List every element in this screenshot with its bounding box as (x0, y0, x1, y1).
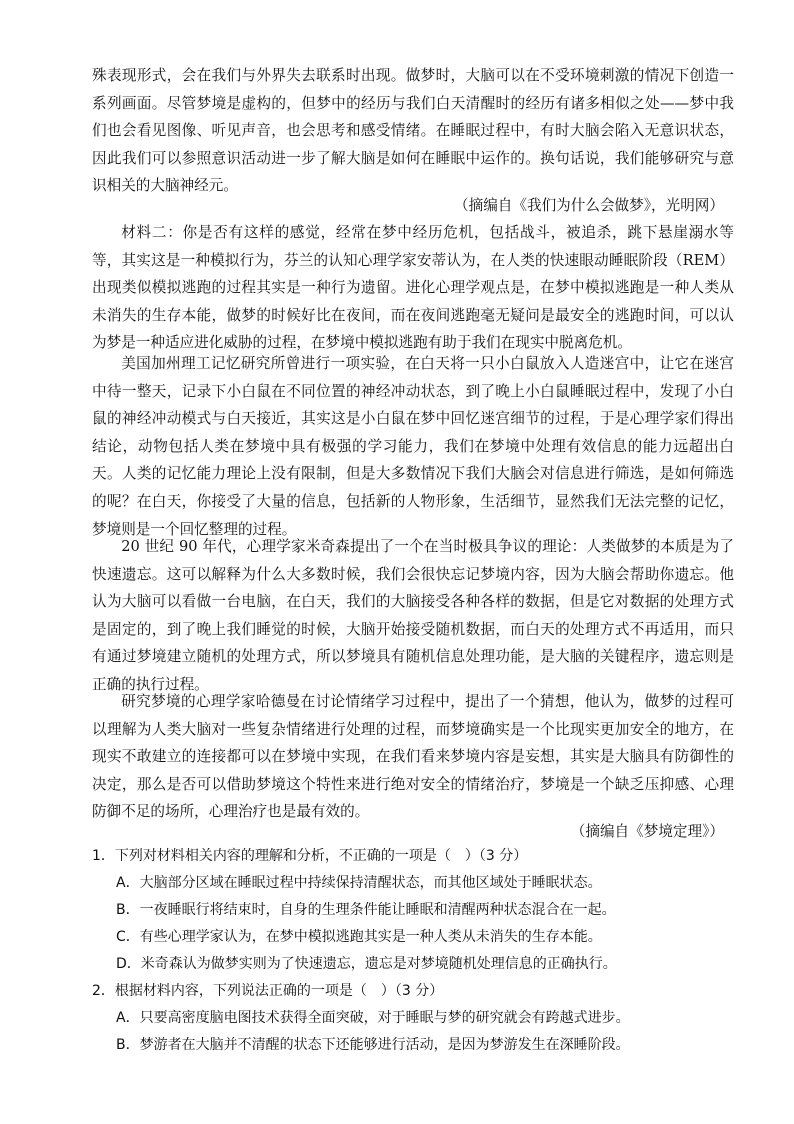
question-1-option-b[interactable]: B．一夜睡眠行将结束时，自身的生理条件能让睡眠和清醒两种状态混合在一起。 (116, 902, 616, 918)
question-1-option-d[interactable]: D．米奇森认为做梦实则为了快速遗忘，遗忘是对梦境随机处理信息的正确执行。 (116, 956, 617, 972)
question-2-option-a[interactable]: A．只要高密度脑电图技术获得全面突破，对于睡眠与梦的研究就会有跨越式进步。 (116, 1010, 630, 1026)
material-two-paragraph: 材料二：你是否有这样的感觉，经常在梦中经历危机，包括战斗，被追杀，跳下悬崖溺水等等，其实这是一种模拟行为，芬兰的认知心理学家安蒂认为，在人类的快速眼动睡眠阶段（REM）出现类似模拟逃跑的过程其实是一种行为遗留。进化心理学观点是，在梦中模拟逃跑是一种人类从未消失的生存本能，做梦的时候好比在夜间，而在夜间逃跑毫无疑问是最安全的逃跑时间，可以认为梦是一种适应进化威胁的过程，在梦境中模拟逃跑有助于我们在现实中脱离危机。 (92, 224, 734, 352)
question-2-stem: 2．根据材料内容，下列说法正确的一项是（ ）（3 分） (92, 983, 444, 999)
question-1-option-c[interactable]: C．有些心理学家认为，在梦中模拟逃跑其实是一种人类从未消失的生存本能。 (116, 929, 602, 945)
question-2-option-b[interactable]: B．梦游者在大脑并不清醒的状态下还能够进行活动，是因为梦游发生在深睡阶段。 (116, 1037, 630, 1053)
forgetting-theory-paragraph: 20 世纪 90 年代，心理学家米奇森提出了一个在当时极具争议的理论：人类做梦的本质是为了快速遗忘。这可以解释为什么大多数时候，我们会很快忘记梦境内容，因为大脑会帮助你遗忘。他认为大脑可以看做一台电脑，在白天，我们的大脑接受各种各样的数据，但是它对数据的处理方式是固定的，到了晚上我们睡觉的时候，大脑开始接受随机数据，而白天的处理方式不再适用，而只有通过梦境建立随机的处理方式，所以梦境具有随机信息处理功能，是大脑的关键程序，遗忘则是正确的执行过程。 (92, 538, 734, 693)
question-1-option-a[interactable]: A．大脑部分区域在睡眠过程中持续保持清醒状态，而其他区域处于睡眠状态。 (116, 875, 602, 891)
question-1-stem: 1．下列对材料相关内容的理解和分析，不正确的一项是（ ）（3 分） (92, 848, 528, 864)
source-citation-2: （摘编自《梦境定理》） (570, 823, 724, 840)
material-one-paragraph: 殊表现形式，会在我们与外界失去联系时出现。做梦时，大脑可以在不受环境刺激的情况下创造一系列画面。尽管梦境是虚构的，但梦中的经历与我们白天清醒时的经历有诸多相似之处——梦中我们也会看见图像、听见声音，也会思考和感受情绪。在睡眠过程中，有时大脑会陷入无意识状态，因此我们可以参照意识活动进一步了解大脑是如何在睡眠中运作的。换句话说，我们能够研究与意识相关的大脑神经元。 (92, 67, 734, 195)
emotion-theory-paragraph: 研究梦境的心理学家哈德曼在讨论情绪学习过程中，提出了一个猜想，他认为，做梦的过程可以理解为人类大脑对一些复杂情绪进行处理的过程，而梦境确实是一个比现实更加安全的地方，在现实不敢建立的连接都可以在梦境中实现，在我们看来梦境内容是妄想，其实是大脑具有防御性的决定，那么是否可以借助梦境这个特性来进行绝对安全的情绪治疗，梦境是一个缺乏压抑感、心理防御不足的场所，心理治疗也是最有效的。 (92, 693, 734, 821)
source-citation-1: （摘编自《我们为什么会做梦》，光明网） (454, 197, 724, 214)
memory-experiment-paragraph: 美国加州理工记忆研究所曾进行一项实验，在白天将一只小白鼠放入人造迷宫中，让它在迷宫中待一整天，记录下小白鼠在不同位置的神经冲动状态，到了晚上小白鼠睡眠过程中，发现了小白鼠的神经冲动模式与白天接近，其实这是小白鼠在梦中回忆迷宫细节的过程，于是心理学家们得出结论，动物包括人类在梦境中具有极强的学习能力，我们在梦境中处理有效信息的能力远超出白天。人类的记忆能力理论上没有限制，但是大多数情况下我们大脑会对信息进行筛选，是如何筛选的呢？在白天，你接受了大量的信息，包括新的人物形象，生活细节，显然我们无法完整的记忆，梦境则是一个回忆整理的过程。 (92, 355, 734, 538)
